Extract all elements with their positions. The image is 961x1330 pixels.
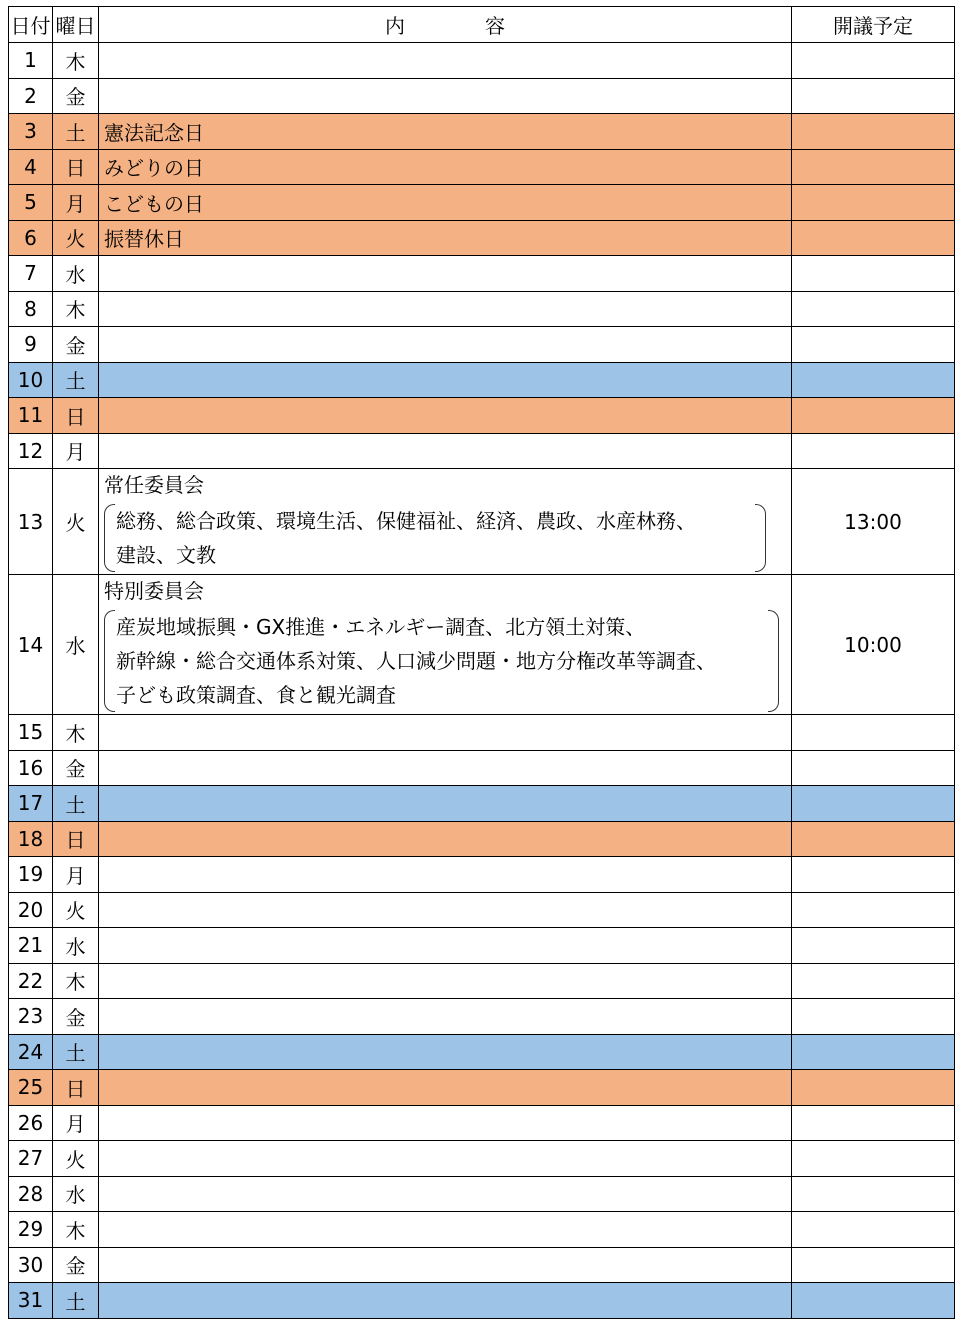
table-row: [9, 256, 955, 292]
committee-line: 新幹線・総合交通体系対策、人口減少問題・地方分権改革等調査、: [116, 648, 716, 673]
day-cell: 28: [9, 1176, 53, 1212]
table-row: [9, 963, 955, 999]
table-row: [9, 1105, 955, 1141]
weekday-cell: 木: [53, 1212, 99, 1248]
content-cell: [99, 1283, 792, 1319]
table-row: [9, 291, 955, 327]
table-row: [9, 1212, 955, 1248]
weekday-cell: 月: [53, 857, 99, 893]
time-cell: [792, 1212, 955, 1248]
table-row: [9, 821, 955, 857]
table-row: [9, 327, 955, 363]
weekday-cell: 木: [53, 963, 99, 999]
content-cell: [99, 1034, 792, 1070]
table-row: [9, 114, 955, 150]
left-bracket: [104, 610, 115, 712]
content-cell: [99, 256, 792, 292]
time-cell: [792, 43, 955, 79]
day-cell: 24: [9, 1034, 53, 1070]
content-cell: [99, 999, 792, 1035]
weekday-cell: 月: [53, 1105, 99, 1141]
time-cell: [792, 786, 955, 822]
weekday-cell: 金: [53, 999, 99, 1035]
committee-list: [104, 504, 766, 572]
committee-category: 常任委員会: [104, 472, 204, 497]
time-cell: [792, 892, 955, 928]
content-cell: 振替休日: [99, 220, 792, 256]
table-row: [9, 149, 955, 185]
time-cell: [792, 114, 955, 150]
right-bracket: [768, 610, 779, 712]
day-cell: 6: [9, 220, 53, 256]
time-cell: [792, 750, 955, 786]
time-cell: [792, 398, 955, 434]
right-bracket: [755, 504, 766, 572]
content-cell: こどもの日: [99, 185, 792, 221]
day-cell: 9: [9, 327, 53, 363]
weekday-cell: 水: [53, 256, 99, 292]
content-cell: [99, 1176, 792, 1212]
content-cell: [99, 1247, 792, 1283]
weekday-cell: 金: [53, 327, 99, 363]
content-cell: [99, 362, 792, 398]
content-cell: [99, 928, 792, 964]
time-cell: [792, 1105, 955, 1141]
table-row: [9, 1034, 955, 1070]
content-cell: [99, 892, 792, 928]
time-cell: [792, 1070, 955, 1106]
table-row: [9, 857, 955, 893]
time-cell: [792, 1141, 955, 1177]
time-cell: [792, 327, 955, 363]
day-cell: 7: [9, 256, 53, 292]
table-row: [9, 1283, 955, 1319]
time-cell: [792, 963, 955, 999]
day-cell: 30: [9, 1247, 53, 1283]
time-cell: 10:00: [792, 575, 955, 715]
weekday-cell: 金: [53, 78, 99, 114]
weekday-cell: 水: [53, 928, 99, 964]
day-cell: 27: [9, 1141, 53, 1177]
content-cell: [99, 78, 792, 114]
day-cell: 29: [9, 1212, 53, 1248]
weekday-cell: 金: [53, 1247, 99, 1283]
weekday-cell: 月: [53, 185, 99, 221]
content-cell: [99, 1070, 792, 1106]
weekday-cell: 火: [53, 220, 99, 256]
schedule-rows: [9, 43, 955, 1319]
day-cell: 13: [9, 469, 53, 575]
table-row: [9, 433, 955, 469]
weekday-cell: 土: [53, 362, 99, 398]
header-time: 開議予定: [792, 7, 955, 43]
day-cell: 8: [9, 291, 53, 327]
table-row: [9, 575, 955, 715]
content-cell: [99, 750, 792, 786]
day-cell: 5: [9, 185, 53, 221]
time-cell: [792, 256, 955, 292]
content-cell: みどりの日: [99, 149, 792, 185]
day-cell: 21: [9, 928, 53, 964]
table-row: [9, 1141, 955, 1177]
day-cell: 11: [9, 398, 53, 434]
day-cell: 17: [9, 786, 53, 822]
content-cell: [99, 327, 792, 363]
time-cell: 13:00: [792, 469, 955, 575]
table-row: [9, 1070, 955, 1106]
day-cell: 15: [9, 715, 53, 751]
content-cell: [99, 469, 792, 575]
committee-line: 子ども政策調査、食と観光調査: [116, 682, 396, 707]
table-row: [9, 78, 955, 114]
day-cell: 26: [9, 1105, 53, 1141]
content-cell: [99, 291, 792, 327]
day-cell: 3: [9, 114, 53, 150]
table-row: [9, 220, 955, 256]
committee-list: [104, 610, 779, 712]
committee-category: 特別委員会: [104, 578, 204, 603]
weekday-cell: 金: [53, 750, 99, 786]
time-cell: [792, 78, 955, 114]
header-row: [9, 7, 955, 43]
time-cell: [792, 220, 955, 256]
content-cell: [99, 821, 792, 857]
time-cell: [792, 1176, 955, 1212]
day-cell: 31: [9, 1283, 53, 1319]
content-cell: [99, 1141, 792, 1177]
weekday-cell: 水: [53, 1176, 99, 1212]
committee-line: 産炭地域振興・GX推進・エネルギー調査、北方領土対策、: [116, 614, 646, 639]
table-row: [9, 398, 955, 434]
schedule-table: [8, 6, 955, 1319]
table-row: [9, 928, 955, 964]
time-cell: [792, 1283, 955, 1319]
weekday-cell: 火: [53, 1141, 99, 1177]
table-row: [9, 786, 955, 822]
time-cell: [792, 928, 955, 964]
weekday-cell: 水: [53, 575, 99, 715]
header-day: 日付: [9, 7, 53, 43]
header-content: 内 容: [99, 7, 792, 43]
table-row: [9, 469, 955, 575]
time-cell: [792, 433, 955, 469]
day-cell: 19: [9, 857, 53, 893]
table-row: [9, 999, 955, 1035]
committee-line: 建設、文教: [116, 542, 216, 567]
time-cell: [792, 715, 955, 751]
content-cell: 憲法記念日: [99, 114, 792, 150]
weekday-cell: 木: [53, 43, 99, 79]
day-cell: 2: [9, 78, 53, 114]
content-cell: [99, 715, 792, 751]
time-cell: [792, 999, 955, 1035]
day-cell: 18: [9, 821, 53, 857]
table-row: [9, 892, 955, 928]
weekday-cell: 月: [53, 433, 99, 469]
content-cell: [99, 433, 792, 469]
time-cell: [792, 1034, 955, 1070]
content-cell: [99, 1105, 792, 1141]
day-cell: 12: [9, 433, 53, 469]
time-cell: [792, 857, 955, 893]
day-cell: 4: [9, 149, 53, 185]
day-cell: 14: [9, 575, 53, 715]
day-cell: 16: [9, 750, 53, 786]
content-cell: [99, 857, 792, 893]
weekday-cell: 土: [53, 1283, 99, 1319]
table-row: [9, 1176, 955, 1212]
content-cell: [99, 398, 792, 434]
time-cell: [792, 362, 955, 398]
weekday-cell: 土: [53, 114, 99, 150]
weekday-cell: 火: [53, 469, 99, 575]
time-cell: [792, 291, 955, 327]
table-row: [9, 362, 955, 398]
day-cell: 1: [9, 43, 53, 79]
time-cell: [792, 821, 955, 857]
day-cell: 23: [9, 999, 53, 1035]
day-cell: 22: [9, 963, 53, 999]
day-cell: 10: [9, 362, 53, 398]
content-cell: [99, 786, 792, 822]
weekday-cell: 木: [53, 291, 99, 327]
table-row: [9, 43, 955, 79]
content-cell: [99, 43, 792, 79]
weekday-cell: 土: [53, 786, 99, 822]
left-bracket: [104, 504, 115, 572]
day-cell: 25: [9, 1070, 53, 1106]
table-row: [9, 1247, 955, 1283]
time-cell: [792, 185, 955, 221]
weekday-cell: 火: [53, 892, 99, 928]
table-row: [9, 185, 955, 221]
content-cell: [99, 1212, 792, 1248]
header-weekday: 曜日: [53, 7, 99, 43]
table-row: [9, 750, 955, 786]
weekday-cell: 日: [53, 398, 99, 434]
weekday-cell: 日: [53, 821, 99, 857]
committee-line: 総務、総合政策、環境生活、保健福祉、経済、農政、水産林務、: [116, 508, 696, 533]
time-cell: [792, 149, 955, 185]
weekday-cell: 木: [53, 715, 99, 751]
weekday-cell: 土: [53, 1034, 99, 1070]
weekday-cell: 日: [53, 149, 99, 185]
weekday-cell: 日: [53, 1070, 99, 1106]
content-cell: [99, 575, 792, 715]
table-row: [9, 715, 955, 751]
time-cell: [792, 1247, 955, 1283]
day-cell: 20: [9, 892, 53, 928]
content-cell: [99, 963, 792, 999]
